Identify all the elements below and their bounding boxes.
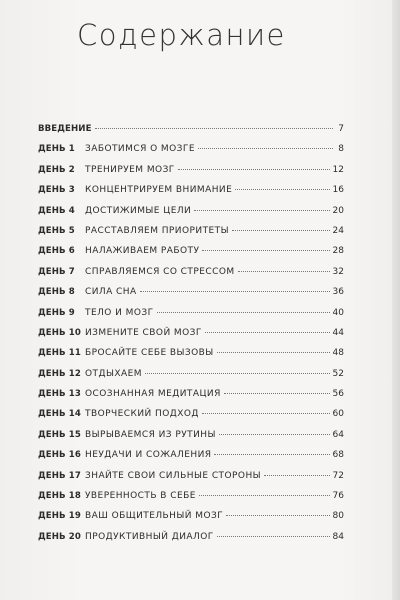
toc-row[interactable] bbox=[38, 287, 344, 307]
dot-leader bbox=[198, 148, 333, 149]
toc-page-number: 48 bbox=[332, 348, 344, 359]
toc-chapter-title: СИЛА СНА bbox=[85, 287, 137, 298]
dot-leader bbox=[178, 169, 330, 170]
toc-chapter-title: РАССТАВЛЯЕМ ПРИОРИТЕТЫ bbox=[85, 225, 230, 236]
toc-chapter-title: НАЛАЖИВАЕМ РАБОТУ bbox=[85, 246, 200, 257]
toc-page-number: 24 bbox=[332, 225, 344, 236]
toc-row[interactable] bbox=[38, 144, 344, 164]
page-spine-shadow bbox=[392, 0, 400, 600]
toc-page-number: 7 bbox=[338, 124, 344, 134]
dot-leader bbox=[202, 413, 330, 414]
dot-leader bbox=[145, 373, 330, 374]
toc-page-number: 84 bbox=[332, 531, 344, 542]
toc-day-label: ДЕНЬ 10 bbox=[38, 327, 81, 338]
toc-row[interactable] bbox=[38, 348, 344, 368]
dot-leader bbox=[199, 495, 330, 496]
toc-row[interactable] bbox=[38, 491, 344, 511]
toc-day-label: ДЕНЬ 3 bbox=[38, 185, 75, 196]
toc-row-intro[interactable] bbox=[38, 124, 344, 144]
toc-row[interactable] bbox=[38, 328, 344, 348]
dot-leader bbox=[232, 230, 330, 231]
toc-chapter-title: ВЫРЫВАЕМСЯ ИЗ РУТИНЫ bbox=[85, 429, 216, 440]
toc-day-label: ДЕНЬ 17 bbox=[38, 470, 81, 481]
toc-day-label: ДЕНЬ 7 bbox=[38, 266, 75, 277]
table-of-contents bbox=[38, 124, 344, 552]
toc-page-number: 64 bbox=[332, 429, 344, 440]
dot-leader bbox=[205, 332, 330, 333]
toc-page-number: 36 bbox=[332, 287, 344, 298]
toc-page-number: 60 bbox=[332, 409, 344, 420]
toc-day-label: ДЕНЬ 19 bbox=[38, 511, 81, 522]
toc-day-label: ДЕНЬ 20 bbox=[38, 531, 81, 542]
toc-row[interactable] bbox=[38, 409, 344, 429]
dot-leader bbox=[226, 515, 329, 516]
dot-leader bbox=[238, 271, 330, 272]
dot-leader bbox=[217, 536, 330, 537]
toc-day-label: ДЕНЬ 8 bbox=[38, 287, 75, 298]
dot-leader bbox=[95, 128, 333, 129]
toc-chapter-title: ЗАБОТИМСЯ О МОЗГЕ bbox=[85, 144, 195, 155]
toc-page-number: 32 bbox=[332, 266, 344, 277]
toc-page-number: 56 bbox=[332, 389, 344, 400]
toc-day-label: ДЕНЬ 4 bbox=[38, 205, 75, 216]
toc-page-number: 28 bbox=[332, 246, 344, 257]
toc-chapter-title: ОТДЫХАЕМ bbox=[85, 368, 142, 379]
toc-chapter-title: ТВОРЧЕСКИЙ ПОДХОД bbox=[85, 409, 199, 420]
toc-day-label: ДЕНЬ 18 bbox=[38, 491, 81, 502]
toc-row[interactable] bbox=[38, 308, 344, 328]
toc-row[interactable] bbox=[38, 532, 344, 552]
toc-page-number: 12 bbox=[332, 164, 344, 175]
toc-day-label: ДЕНЬ 15 bbox=[38, 429, 81, 440]
toc-page-number: 20 bbox=[332, 205, 344, 216]
toc-row[interactable] bbox=[38, 267, 344, 287]
dot-leader bbox=[214, 454, 329, 455]
toc-chapter-title: БРОСАЙТЕ СЕБЕ ВЫЗОВЫ bbox=[85, 348, 214, 359]
toc-row[interactable] bbox=[38, 185, 344, 205]
toc-chapter-title: ИЗМЕНИТЕ СВОЙ МОЗГ bbox=[85, 327, 202, 338]
toc-day-label: ДЕНЬ 12 bbox=[38, 368, 81, 379]
toc-row[interactable] bbox=[38, 389, 344, 409]
toc-row[interactable] bbox=[38, 450, 344, 470]
toc-day-label: ДЕНЬ 16 bbox=[38, 450, 81, 461]
toc-row[interactable] bbox=[38, 430, 344, 450]
toc-intro-label: ВВЕДЕНИЕ bbox=[38, 124, 92, 134]
toc-page-number: 8 bbox=[338, 144, 344, 155]
toc-row[interactable] bbox=[38, 246, 344, 266]
toc-chapter-title: ЗНАЙТЕ СВОИ СИЛЬНЫЕ СТОРОНЫ bbox=[85, 470, 262, 481]
toc-row[interactable] bbox=[38, 226, 344, 246]
toc-page-number: 68 bbox=[332, 450, 344, 461]
toc-chapter-title: НЕУДАЧИ И СОЖАЛЕНИЯ bbox=[85, 450, 212, 461]
dot-leader bbox=[140, 291, 330, 292]
page-title: Содержание bbox=[77, 18, 286, 52]
toc-row[interactable] bbox=[38, 471, 344, 491]
toc-day-label: ДЕНЬ 1 bbox=[38, 144, 75, 155]
dot-leader bbox=[157, 312, 330, 313]
toc-chapter-title: УВЕРЕННОСТЬ В СЕБЕ bbox=[85, 491, 196, 502]
toc-page-number: 16 bbox=[332, 185, 344, 196]
dot-leader bbox=[235, 189, 329, 190]
toc-day-label: ДЕНЬ 9 bbox=[38, 307, 75, 318]
toc-row[interactable] bbox=[38, 369, 344, 389]
toc-chapter-title: ВАШ ОБЩИТЕЛЬНЫЙ МОЗГ bbox=[85, 511, 224, 522]
toc-chapter-title: СПРАВЛЯЕМСЯ СО СТРЕССОМ bbox=[85, 266, 235, 277]
toc-chapter-title: ДОСТИЖИМЫЕ ЦЕЛИ bbox=[85, 205, 192, 216]
dot-leader bbox=[264, 475, 329, 476]
toc-chapter-title: ТРЕНИРУЕМ МОЗГ bbox=[85, 164, 175, 175]
toc-row[interactable] bbox=[38, 165, 344, 185]
toc-chapter-title: ТЕЛО И МОЗГ bbox=[85, 307, 154, 318]
toc-page-number: 40 bbox=[332, 307, 344, 318]
toc-day-label: ДЕНЬ 13 bbox=[38, 389, 81, 400]
toc-page-number: 76 bbox=[332, 491, 344, 502]
toc-day-label: ДЕНЬ 11 bbox=[38, 348, 81, 359]
dot-leader bbox=[219, 434, 330, 435]
dot-leader bbox=[194, 210, 329, 211]
toc-day-label: ДЕНЬ 5 bbox=[38, 225, 75, 236]
toc-page-number: 52 bbox=[332, 368, 344, 379]
toc-page-number: 80 bbox=[332, 511, 344, 522]
toc-page-number: 72 bbox=[332, 470, 344, 481]
dot-leader bbox=[224, 393, 330, 394]
toc-day-label: ДЕНЬ 14 bbox=[38, 409, 81, 420]
toc-day-label: ДЕНЬ 2 bbox=[38, 164, 75, 175]
toc-row[interactable] bbox=[38, 511, 344, 531]
toc-page-number: 44 bbox=[332, 327, 344, 338]
dot-leader bbox=[217, 352, 330, 353]
dot-leader bbox=[202, 250, 329, 251]
toc-row[interactable] bbox=[38, 206, 344, 226]
toc-day-label: ДЕНЬ 6 bbox=[38, 246, 75, 257]
toc-chapter-title: ОСОЗНАННАЯ МЕДИТАЦИЯ bbox=[85, 389, 221, 400]
toc-chapter-title: КОНЦЕНТРИРУЕМ ВНИМАНИЕ bbox=[85, 185, 233, 196]
toc-chapter-title: ПРОДУКТИВНЫЙ ДИАЛОГ bbox=[85, 531, 214, 542]
